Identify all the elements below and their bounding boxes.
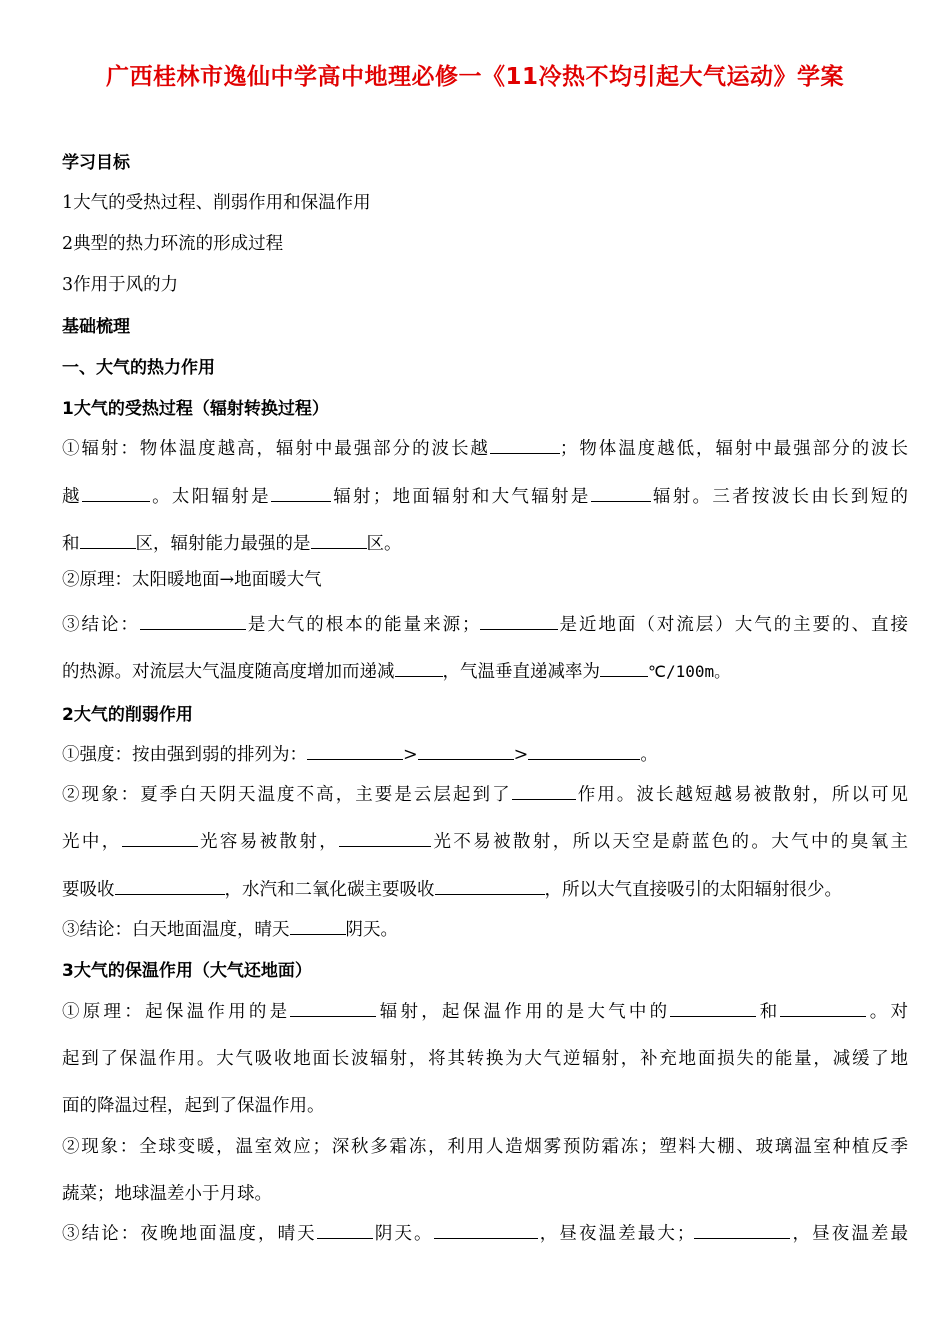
text: ℃/100m。 — [648, 662, 731, 681]
text: 。 — [640, 745, 658, 765]
text: 的热源。对流层大气温度随高度增加而递减 — [62, 662, 395, 682]
paragraph-line — [62, 828, 908, 853]
fill-blank[interactable] — [82, 484, 150, 502]
fill-blank[interactable] — [780, 999, 866, 1017]
paragraph-line — [62, 530, 908, 555]
fill-blank[interactable] — [528, 742, 640, 760]
paragraph-line — [62, 483, 908, 508]
fill-blank[interactable] — [694, 1221, 790, 1239]
paragraph-line — [62, 876, 908, 901]
text: 和 — [756, 1002, 781, 1022]
paragraph-line: 起到了保温作用。大气吸收地面长波辐射，将其转换为大气逆辐射，补充地面损失的能量，减缓了地 — [62, 1049, 908, 1069]
fill-blank[interactable] — [480, 612, 558, 630]
text: ③结论：夜晚地面温度，晴天 — [62, 1224, 317, 1244]
fill-blank[interactable] — [290, 917, 346, 935]
fill-blank[interactable] — [435, 877, 545, 895]
fill-blank[interactable] — [122, 829, 198, 847]
fill-blank[interactable] — [434, 1221, 538, 1239]
paragraph-line: 面的降温过程，起到了保温作用。 — [62, 1096, 325, 1116]
fill-blank[interactable] — [670, 999, 756, 1017]
fill-blank[interactable] — [140, 612, 246, 630]
text: ，昼夜温差最大； — [537, 1224, 695, 1244]
text: 辐射；地面辐射和大气辐射是 — [330, 487, 591, 507]
text: ，气温垂直递减率为 — [442, 662, 600, 682]
fill-blank[interactable] — [271, 484, 331, 502]
text: 要吸收 — [62, 880, 115, 900]
section2-heading: 2大气的削弱作用 — [62, 705, 193, 725]
fill-blank[interactable] — [395, 659, 443, 677]
fill-blank[interactable] — [339, 829, 431, 847]
text: 和 — [62, 534, 80, 554]
goal-item: 1大气的受热过程、削弱作用和保温作用 — [62, 193, 371, 213]
paragraph-line — [62, 435, 908, 460]
part1-heading: 一、大气的热力作用 — [62, 358, 215, 378]
text: ，所以大气直接吸引的太阳辐射很少。 — [544, 880, 842, 900]
text: 。对 — [866, 1002, 909, 1022]
text: 区。 — [366, 534, 402, 554]
text: > — [403, 745, 418, 765]
text: ；物体温度越低，辐射中最强部分的波长 — [559, 439, 909, 459]
text: 阴天。 — [345, 920, 398, 940]
paragraph-line: ②现象：全球变暖，温室效应；深秋多霜冻，利用人造烟雾预防霜冻；塑料大棚、玻璃温室种植反季 — [62, 1137, 908, 1157]
document-title: 广西桂林市逸仙中学高中地理必修一《11冷热不均引起大气运动》学案 — [105, 64, 844, 90]
fill-blank[interactable] — [418, 742, 514, 760]
section3-heading: 3大气的保温作用（大气还地面） — [62, 961, 312, 981]
fill-blank[interactable] — [490, 436, 560, 454]
fill-blank[interactable] — [317, 1221, 373, 1239]
text: 作用。波长越短越易被散射，所以可见 — [575, 785, 909, 805]
paragraph-line: 蔬菜；地球温差小于月球。 — [62, 1184, 272, 1204]
fill-blank[interactable] — [600, 659, 648, 677]
text: ①原理：起保温作用的是 — [62, 1002, 291, 1022]
text: > — [513, 745, 529, 765]
text: 区，辐射能力最强的是 — [135, 534, 311, 554]
paragraph-line — [62, 611, 908, 636]
fill-blank[interactable] — [311, 531, 367, 549]
paragraph-line: ②原理：太阳暖地面→地面暖大气 — [62, 570, 322, 590]
text: ③结论：白天地面温度，晴天 — [62, 920, 290, 940]
paragraph-line — [62, 781, 908, 806]
text: 。太阳辐射是 — [149, 487, 271, 507]
fill-blank[interactable] — [307, 742, 403, 760]
paragraph-line — [62, 998, 908, 1023]
goal-item: 3作用于风的力 — [62, 275, 179, 295]
text: ①强度：按由强到弱的排列为： — [62, 745, 307, 765]
fill-blank[interactable] — [512, 782, 576, 800]
text: 是近地面（对流层）大气的主要的、直接 — [557, 615, 909, 635]
goal-item: 2典型的热力环流的形成过程 — [62, 234, 284, 254]
text: 光不易被散射，所以天空是蔚蓝色的。大气中的臭氧主 — [431, 832, 909, 852]
text: ②现象：夏季白天阴天温度不高，主要是云层起到了 — [62, 785, 512, 805]
text: ①辐射：物体温度越高，辐射中最强部分的波长越 — [62, 439, 490, 459]
text: ，昼夜温差最 — [790, 1224, 909, 1244]
goals-heading: 学习目标 — [62, 153, 130, 173]
fill-blank[interactable] — [290, 999, 376, 1017]
text: 辐射，起保温作用的是大气中的 — [376, 1002, 671, 1022]
text: 越 — [62, 487, 82, 507]
fill-blank[interactable] — [115, 877, 225, 895]
paragraph-line — [62, 916, 908, 941]
text: 光中， — [62, 832, 122, 852]
text: 阴天。 — [372, 1224, 434, 1244]
paragraph-line — [62, 658, 908, 683]
text: ，水汽和二氧化碳主要吸收 — [224, 880, 435, 900]
paragraph-line — [62, 741, 908, 766]
fill-blank[interactable] — [80, 531, 136, 549]
text: ③结论： — [62, 615, 140, 635]
paragraph-line — [62, 1220, 908, 1245]
fill-blank[interactable] — [591, 484, 651, 502]
text: 光容易被散射， — [197, 832, 340, 852]
section1-heading: 1大气的受热过程（辐射转换过程） — [62, 399, 329, 419]
basics-heading: 基础梳理 — [62, 317, 130, 337]
text: 辐射。三者按波长由长到短的 — [650, 487, 909, 507]
text: 是大气的根本的能量来源； — [245, 615, 480, 635]
